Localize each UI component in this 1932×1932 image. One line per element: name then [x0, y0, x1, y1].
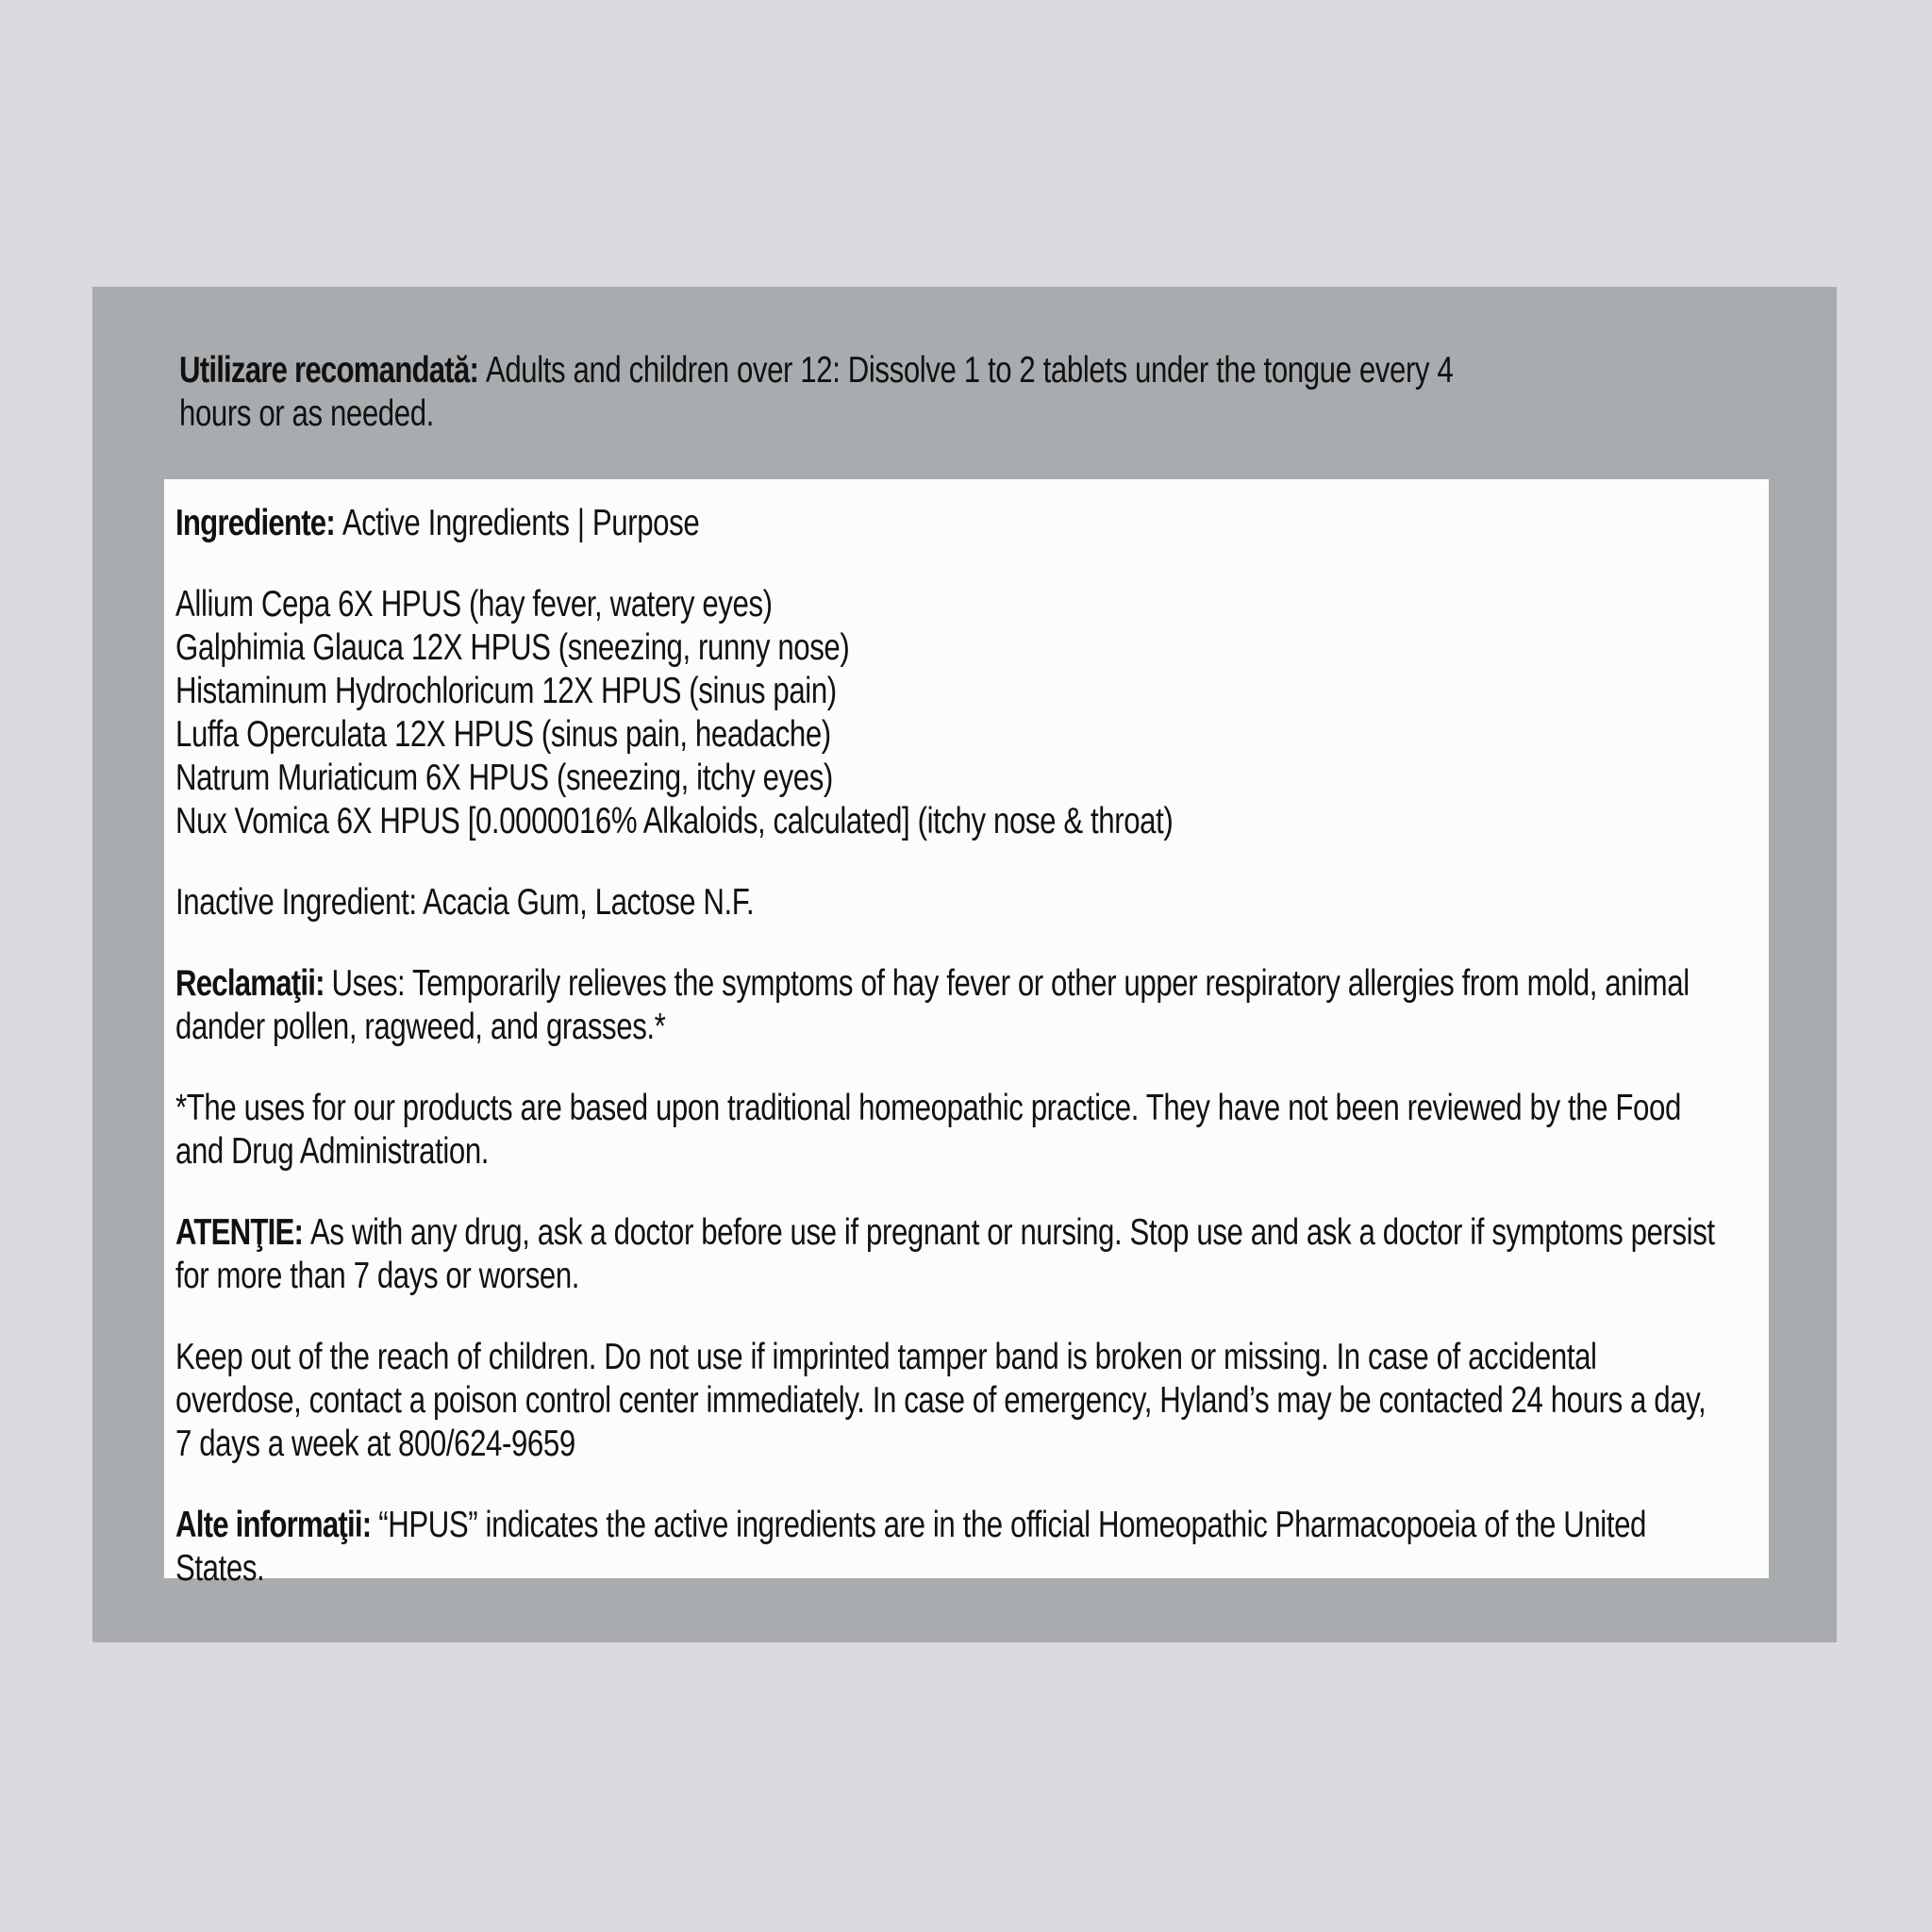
keep-out-of-reach-line [175, 1336, 1780, 1379]
paragraph-keep-out-of-reach [175, 1336, 1780, 1466]
active-ingredients-line [175, 757, 1780, 800]
keep-out-of-reach-line [175, 1379, 1780, 1423]
paragraph-inactive-ingredients [175, 881, 1780, 924]
label-text: for more than 7 days or worsen. [175, 1256, 580, 1296]
other-information-line [175, 1504, 1780, 1547]
label-text: hours or as needed. [179, 393, 434, 434]
label-text: Keep out of the reach of children. Do not use if imprinted tamper band is broken or missing. In case of accidental [175, 1337, 1597, 1377]
paragraph-homeopathic-disclaimer [175, 1087, 1780, 1174]
label-text: Histaminum Hydrochloricum 12X HPUS (sinus pain) [175, 671, 837, 711]
label-text: Luffa Operculata 12X HPUS (sinus pain, headache) [175, 714, 831, 755]
section-label: ATENŢIE: [175, 1212, 311, 1253]
paragraph-ingredients-header [175, 502, 1780, 545]
label-text: *The uses for our products are based upon traditional homeopathic practice. They have not been reviewed by the Food [175, 1088, 1681, 1128]
active-ingredients-line [175, 583, 1780, 626]
label-text: Inactive Ingredient: Acacia Gum, Lactose N.F. [175, 882, 755, 923]
label-text: As with any drug, ask a doctor before use if pregnant or nursing. Stop use and ask a doctor if symptoms persist [310, 1212, 1715, 1253]
dosage-line [179, 349, 1924, 392]
label-text: and Drug Administration. [175, 1131, 490, 1172]
label-text: Active Ingredients | Purpose [341, 503, 700, 543]
section-label: Utilizare recomandată: [179, 350, 486, 391]
active-ingredients-line [175, 800, 1780, 843]
homeopathic-disclaimer-line [175, 1130, 1780, 1174]
drug-facts-content [175, 502, 1780, 1591]
label-text: Nux Vomica 6X HPUS [0.0000016% Alkaloids, calculated] (itchy nose & throat) [175, 801, 1174, 841]
dosage-instructions [179, 349, 1924, 436]
paragraph-active-ingredients [175, 583, 1780, 843]
other-information-line [175, 1547, 1780, 1591]
active-ingredients-line [175, 713, 1780, 757]
label-text: States. [175, 1548, 265, 1589]
label-text: Natrum Muriaticum 6X HPUS (sneezing, itchy eyes) [175, 758, 833, 798]
uses-line [175, 1006, 1780, 1049]
keep-out-of-reach-line [175, 1423, 1780, 1466]
drug-facts-box [164, 479, 1769, 1589]
label-text: 7 days a week at 800/624-9659 [175, 1424, 575, 1464]
label-text: “HPUS” indicates the active ingredients are in the official Homeopathic Pharmacopoeia of the United [378, 1505, 1646, 1545]
paragraph-uses [175, 962, 1780, 1049]
active-ingredients-line [175, 670, 1780, 713]
label-text: dander pollen, ragweed, and grasses.* [175, 1007, 666, 1047]
section-label: Alte informaţii: [175, 1505, 379, 1545]
section-label: Ingrediente: [175, 503, 342, 543]
section-label: Reclamaţii: [175, 963, 332, 1004]
label-text: overdose, contact a poison control center immediately. In case of emergency, Hyland’s may be contacted 24 hours a day, [175, 1380, 1707, 1421]
ingredients-header-line [175, 502, 1780, 545]
label-gray-panel [92, 287, 1837, 1642]
label-text: Galphimia Glauca 12X HPUS (sneezing, runny nose) [175, 627, 850, 668]
active-ingredients-line [175, 626, 1780, 670]
label-text: Allium Cepa 6X HPUS (hay fever, watery eyes) [175, 584, 773, 625]
warnings-line [175, 1211, 1780, 1255]
dosage-line [179, 392, 1924, 436]
paragraph-other-information [175, 1504, 1780, 1591]
homeopathic-disclaimer-line [175, 1087, 1780, 1130]
paragraph-warnings [175, 1211, 1780, 1298]
label-text: Uses: Temporarily relieves the symptoms of hay fever or other upper respiratory allergies from mold, animal [331, 963, 1690, 1004]
warnings-line [175, 1255, 1780, 1298]
uses-line [175, 962, 1780, 1006]
label-text: Adults and children over 12: Dissolve 1 to 2 tablets under the tongue every 4 [485, 350, 1454, 391]
inactive-ingredients-line [175, 881, 1780, 924]
